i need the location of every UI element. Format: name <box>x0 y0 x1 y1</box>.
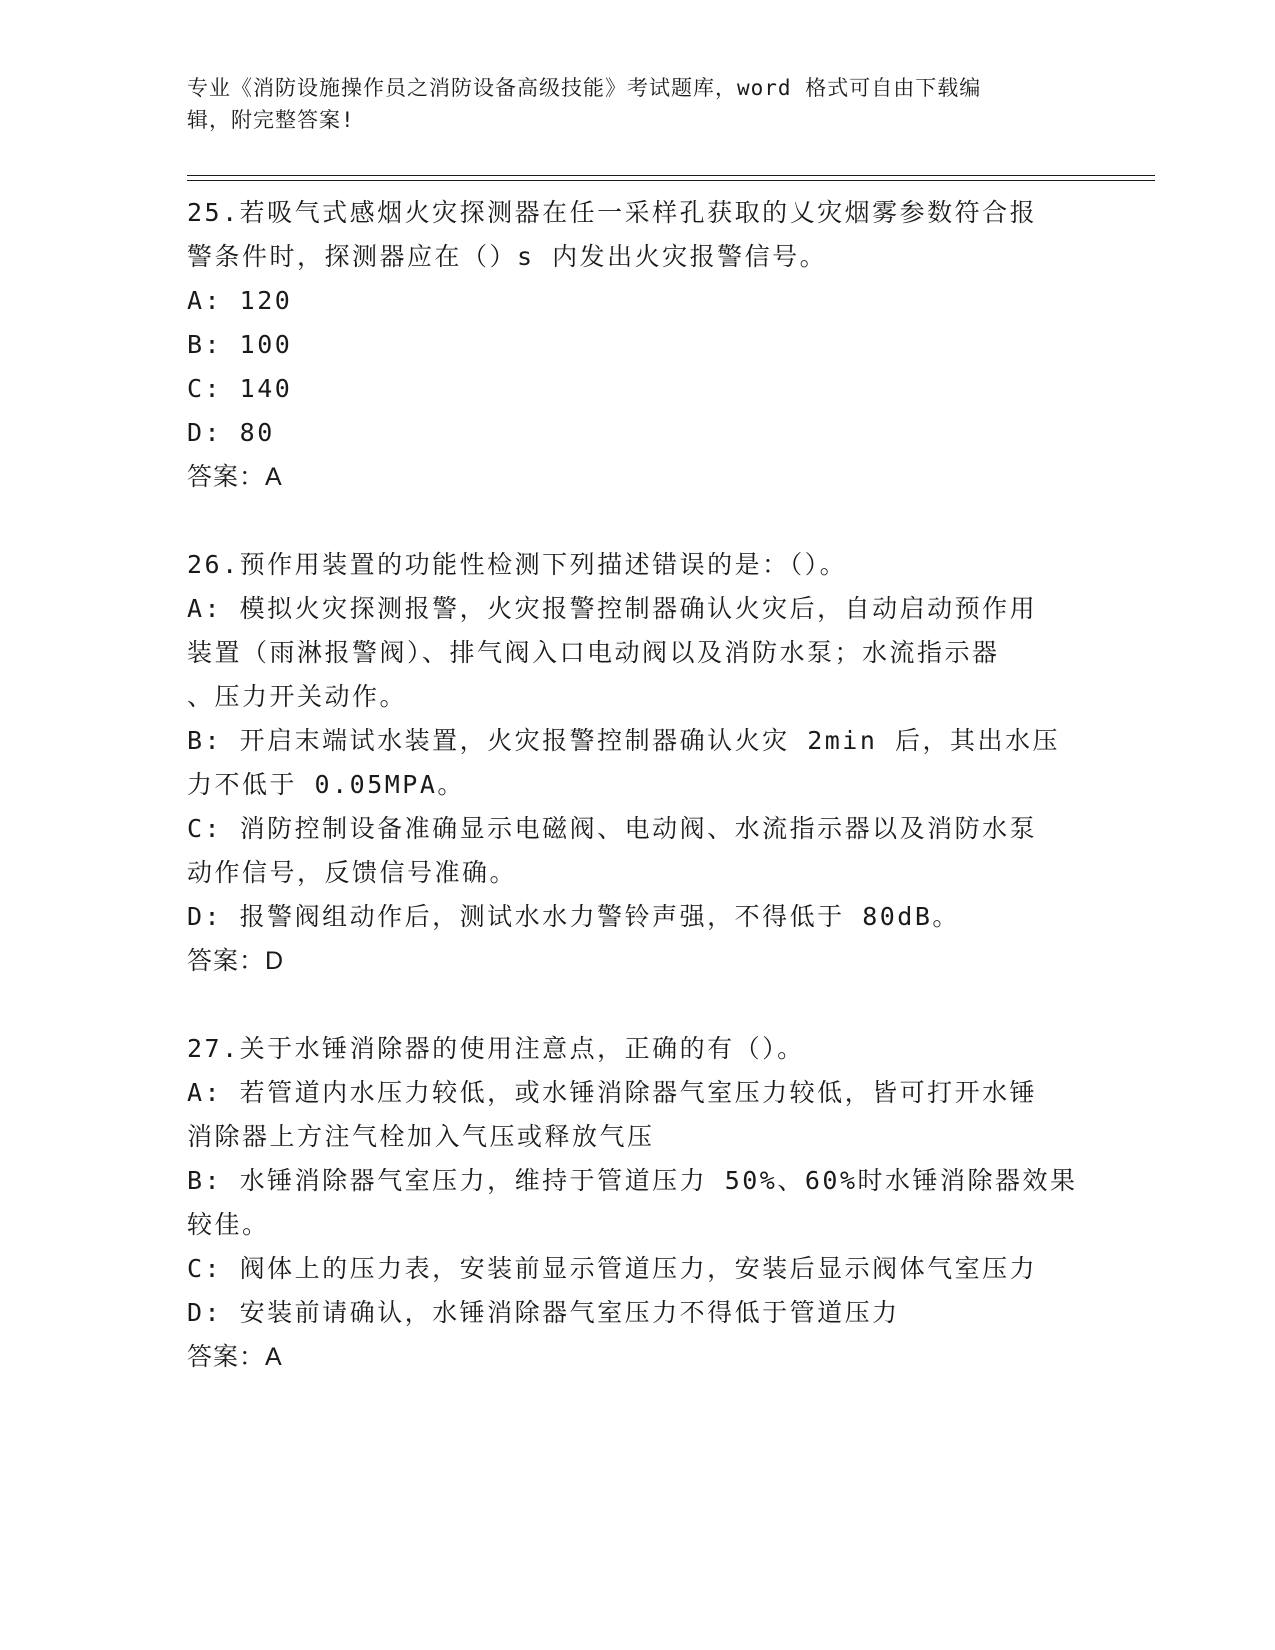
correct-answer: 答案：D <box>187 947 285 975</box>
answer-option <box>187 807 1087 895</box>
answer-option-line: C: 阀体上的压力表，安装前显示管道压力，安装后显示阀体气室压力 <box>187 1254 1038 1283</box>
question-stem: 25.若吸气式感烟火灾探测器在任一采样孔获取的乂灾烟雾参数符合报 <box>187 198 1038 227</box>
answer-option-line: 动作信号，反馈信号准确。 <box>187 858 518 887</box>
answer-option-line: B: 开启末端试水装置，火灾报警控制器确认火灾 2min 后，其出水压 <box>187 726 1060 755</box>
header-line: 辑，附完整答案! <box>187 108 355 132</box>
question-list <box>187 191 1087 1379</box>
answer-option-line: 装置（雨淋报警阀）、排气阀入口电动阀以及消防水泵；水流指示器 <box>187 638 1000 667</box>
answer-option-line: A: 若管道内水压力较低，或水锤消除器气室压力较低，皆可打开水锤 <box>187 1078 1038 1107</box>
answer-option-line: A: 模拟火灾探测报警，火灾报警控制器确认火灾后，自动启动预作用 <box>187 594 1038 623</box>
question-stem: 26.预作用装置的功能性检测下列描述错误的是：（）。 <box>187 550 848 579</box>
answer-option-line: 、压力开关动作。 <box>187 682 408 711</box>
answer-option-line: B: 100 <box>187 330 293 359</box>
answer-option <box>187 1159 1087 1247</box>
question-block <box>187 543 1087 983</box>
answer-option <box>187 323 1087 367</box>
answer-option-line: B: 水锤消除器气室压力，维持于管道压力 50%、60%时水锤消除器效果 <box>187 1166 1078 1195</box>
correct-answer: 答案：A <box>187 1343 283 1371</box>
question-stem: 警条件时，探测器应在（）s 内发出火灾报警信号。 <box>187 242 828 271</box>
answer-option-line: D: 80 <box>187 418 275 447</box>
answer-option <box>187 279 1087 323</box>
answer-option-line: C: 140 <box>187 374 293 403</box>
answer-option-line: A: 120 <box>187 286 293 315</box>
answer-option-line: D: 报警阀组动作后，测试水水力警铃声强，不得低于 80dB。 <box>187 902 960 931</box>
answer-option <box>187 1291 1087 1335</box>
answer-option-line: 较佳。 <box>187 1210 270 1239</box>
question-block <box>187 1027 1087 1379</box>
answer-option <box>187 587 1087 719</box>
answer-option <box>187 1071 1087 1159</box>
correct-answer: 答案：A <box>187 463 283 491</box>
answer-option-line: 力不低于 0.05MPA。 <box>187 770 465 799</box>
answer-option <box>187 719 1087 807</box>
header-divider <box>187 175 1155 176</box>
question-block <box>187 191 1087 499</box>
answer-option-line: 消除器上方注气栓加入气压或释放气压 <box>187 1122 655 1151</box>
answer-option-line: D: 安装前请确认，水锤消除器气室压力不得低于管道压力 <box>187 1298 900 1327</box>
header-line: 专业《消防设施操作员之消防设备高级技能》考试题库，word 格式可自由下载编 <box>187 76 982 100</box>
answer-option <box>187 411 1087 455</box>
answer-option-line: C: 消防控制设备准确显示电磁阀、电动阀、水流指示器以及消防水泵 <box>187 814 1038 843</box>
header-divider <box>187 180 1155 181</box>
document-header <box>187 72 1087 136</box>
answer-option <box>187 1247 1087 1291</box>
answer-option <box>187 367 1087 411</box>
question-stem: 27.关于水锤消除器的使用注意点，正确的有（）。 <box>187 1034 805 1063</box>
answer-option <box>187 895 1087 939</box>
